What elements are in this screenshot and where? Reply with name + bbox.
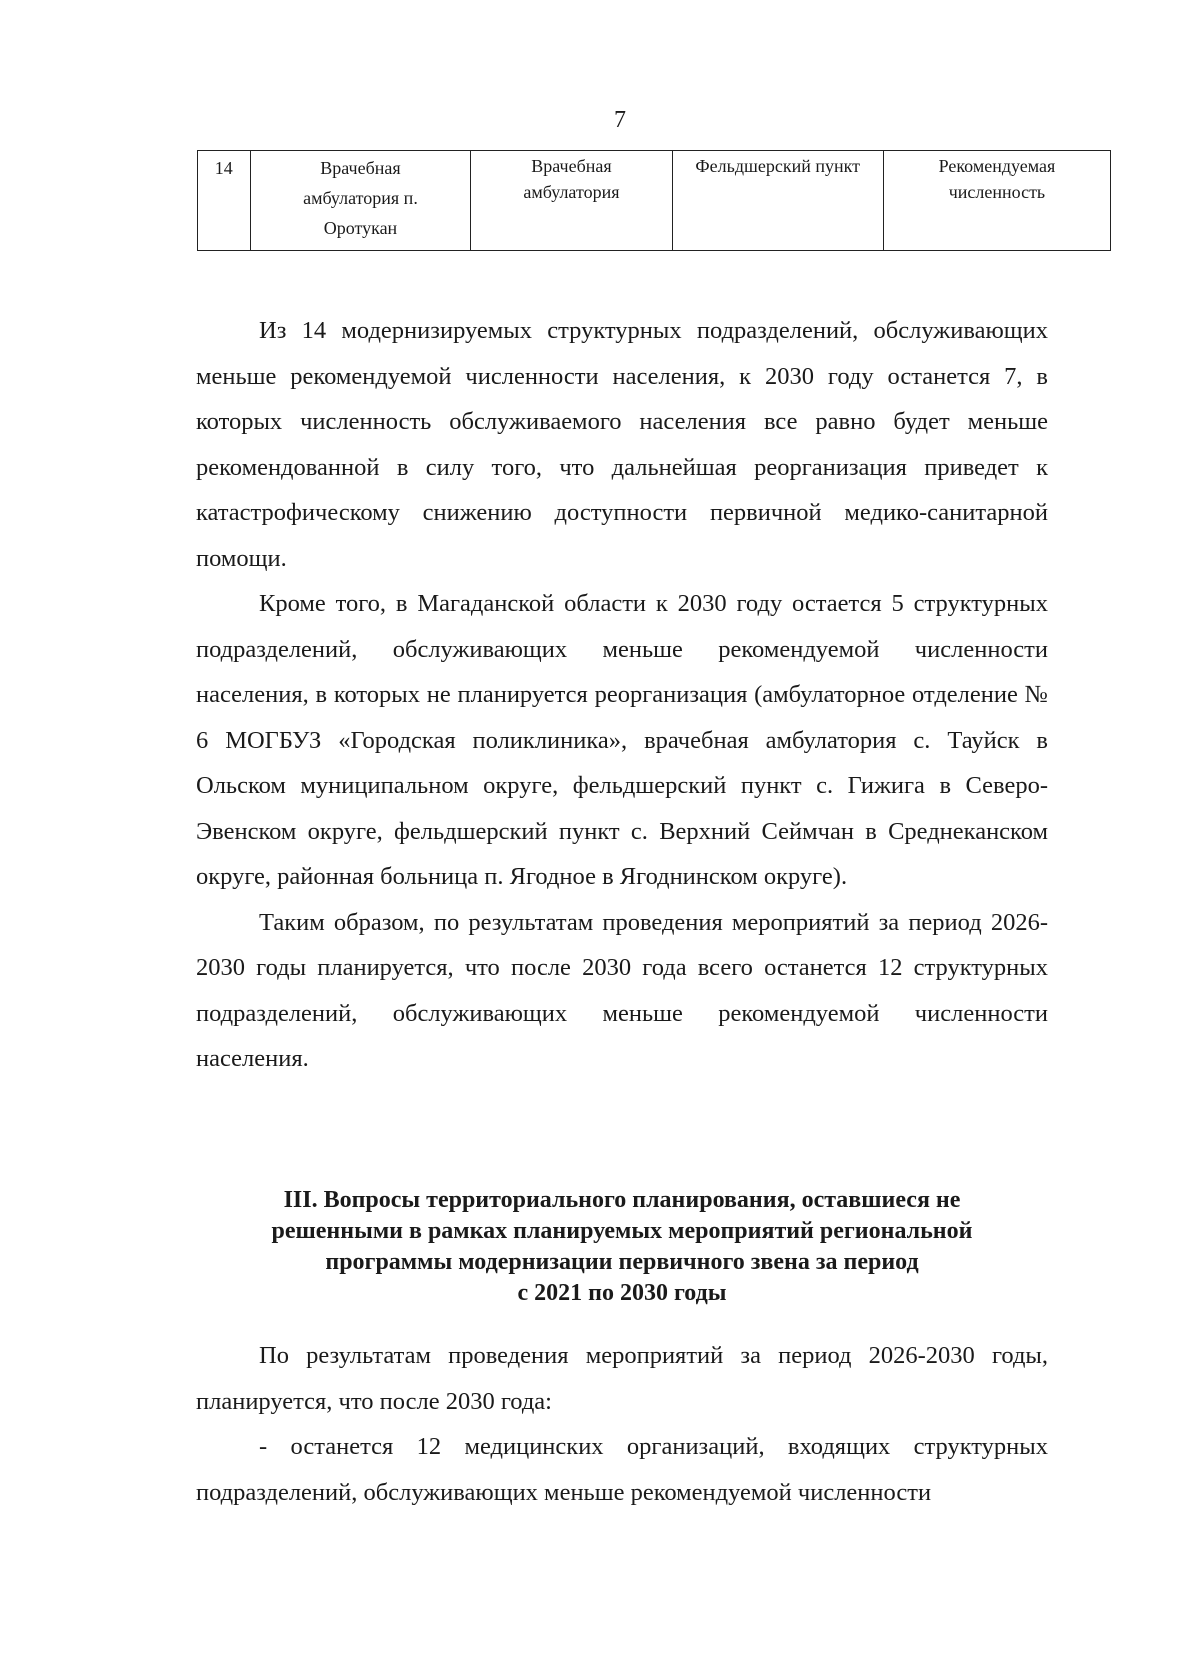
current-type-line: Врачебная bbox=[531, 156, 612, 176]
heading-line: программы модернизации первичного звена за период bbox=[325, 1249, 919, 1275]
organization-line: Врачебная bbox=[320, 158, 401, 178]
section-paragraph-2: - останется 12 медицинских организаций, входящих структурных подразделений, обслуживающих меньше рекомендуемой численности bbox=[196, 1433, 1048, 1506]
recommended-line: Рекомендуемая bbox=[938, 156, 1056, 176]
current-type-line: амбулатория bbox=[523, 182, 620, 202]
section-paragraph-1: По результатам проведения мероприятий за период 2026-2030 годы, планируется, что после 2030 года: bbox=[196, 1342, 1048, 1415]
table-row bbox=[198, 151, 1111, 251]
heading-line: III. Вопросы территориального планирования, оставшиеся не bbox=[283, 1187, 961, 1213]
paragraph-1: Из 14 модернизируемых структурных подразделений, обслуживающих меньше рекомендуемой численности населения, к 2030 году останется 7, в которых численность обслуживаемого населения все равно будет меньше рекомендованной в силу того, что дальнейшая реорганизация приведет к катастрофическому снижению доступности первичной медико-санитарной помощи. bbox=[196, 317, 1048, 572]
section-heading bbox=[196, 1185, 1048, 1309]
paragraph-2: Кроме того, в Магаданской области к 2030 году остается 5 структурных подразделений, обслуживающих меньше рекомендуемой численности населения, в которых не планируется реорганизация (амбулаторное отделение № 6 МОГБУЗ «Городская поликлиника», врачебная амбулатория с. Тауйск в Ольском муниципальном округе, фельдшерский пункт с. Гижига в Северо-Эвенском округе, фельдшерский пункт с. Верхний Сеймчан в Среднеканском округе, районная больница п. Ягодное в Ягоднинском округе). bbox=[196, 590, 1048, 890]
main-text bbox=[196, 308, 1048, 1082]
heading-line: с 2021 по 2030 годы bbox=[517, 1280, 727, 1306]
organization-cell bbox=[250, 151, 471, 251]
section-text bbox=[196, 1333, 1048, 1515]
planned-type-line: Фельдшерский пункт bbox=[695, 156, 860, 176]
recommended-line: численность bbox=[948, 182, 1046, 202]
row-number-cell: 14 bbox=[198, 151, 251, 251]
planned-type-cell bbox=[672, 151, 883, 251]
recommended-cell bbox=[883, 151, 1110, 251]
organization-line: Оротукан bbox=[323, 218, 398, 238]
organization-line: амбулатория п. bbox=[303, 188, 418, 208]
paragraph-3: Таким образом, по результатам проведения мероприятий за период 2026-2030 годы планируется, что после 2030 года всего останется 12 структурных подразделений, обслуживающих меньше рекомендуемой численности населения. bbox=[196, 908, 1048, 1072]
heading-line: решенными в рамках планируемых мероприятий региональной bbox=[271, 1218, 973, 1244]
page-number: 7 bbox=[614, 107, 626, 133]
continuation-table bbox=[197, 150, 1111, 251]
current-type-cell bbox=[471, 151, 672, 251]
